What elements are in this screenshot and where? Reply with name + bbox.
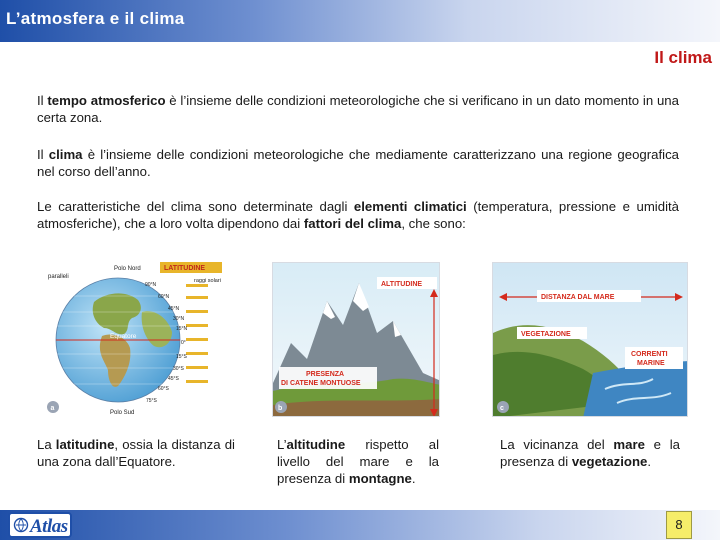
badge-c-letter: c [500,405,504,412]
degree-label-5: 0° [181,340,186,346]
figure-latitude-globe [46,262,228,417]
altitudine-label: ALTITUDINE [381,281,423,288]
caption-latitudine: La latitudine, ossia la distanza di una zona dall’Equatore. [37,437,235,469]
coast-illustration [493,263,688,417]
vegetazione-label: VEGETAZIONE [521,331,571,338]
latitudine-label: LATITUDINE [164,265,206,272]
correnti-label-line1: CORRENTI [631,351,668,358]
mountain-illustration [273,263,440,417]
distanza-label: DISTANZA DAL MARE [541,294,615,301]
atlas-logo [8,512,72,538]
globe-illustration [46,262,228,417]
atlas-logo-text: Atlas [30,516,68,537]
section-title: Il clima [654,48,712,67]
degree-label-1: 60°N [158,294,170,300]
degree-label-8: 45°S [168,376,179,382]
caption-mare-vegetazione: La vicinanza del mare e la presenza di vegetazione. [500,437,680,469]
paragraph-fattori-del-clima: Le caratteristiche del clima sono determinate dagli elementi climatici (temperatura, pressione e umidità atmosferiche), che a loro volta dipendono dai fattori del clima, che sono: [37,199,680,231]
correnti-label-line2: MARINE [637,360,665,367]
equatore-label: Equatore [110,333,137,340]
paragraph-clima: Il clima è l’insieme delle condizioni meteorologiche che mediamente caratterizzano una regione geografica nel corso dell’anno. [37,147,680,179]
degree-label-2: 45°N [168,306,180,312]
paragraph-tempo-atmosferico: Il tempo atmosferico è l’insieme delle condizioni meteorologiche che si verificano in un dato momento in una certa zona. [37,93,679,125]
degree-label-10: 75°S [146,398,157,404]
chapter-title: L’atmosfera e il clima [6,9,185,28]
atlas-globe-icon [13,517,29,533]
page-number: 8 [666,511,692,539]
sun-rays [186,284,208,383]
degree-label-4: 15°N [176,326,188,332]
badge-b-letter: b [278,405,283,412]
degree-label-7: 30°S [173,366,184,372]
degree-label-9: 60°S [158,386,169,392]
degree-label-0: 90°N [145,282,157,288]
badge-a-letter: a [50,405,55,412]
header-band [0,0,720,42]
polo-nord-label: Polo Nord [114,266,141,272]
figure-sea-vegetation [492,262,688,417]
caption-altitudine: L’altitudine rispetto al livello del mare e la presenza di montagne. [277,437,439,486]
paralleli-label: paralleli [48,274,69,280]
degree-label-6: 15°S [176,354,187,360]
presenza-label-line2: DI CATENE MONTUOSE [281,380,361,387]
polo-sud-label: Polo Sud [110,410,135,416]
raggi-solari-label: raggi solari [194,278,221,284]
degree-label-3: 30°N [173,316,185,322]
footer-band [0,510,720,540]
presenza-label-line1: PRESENZA [306,371,345,378]
figure-altitude-mountains [272,262,440,417]
